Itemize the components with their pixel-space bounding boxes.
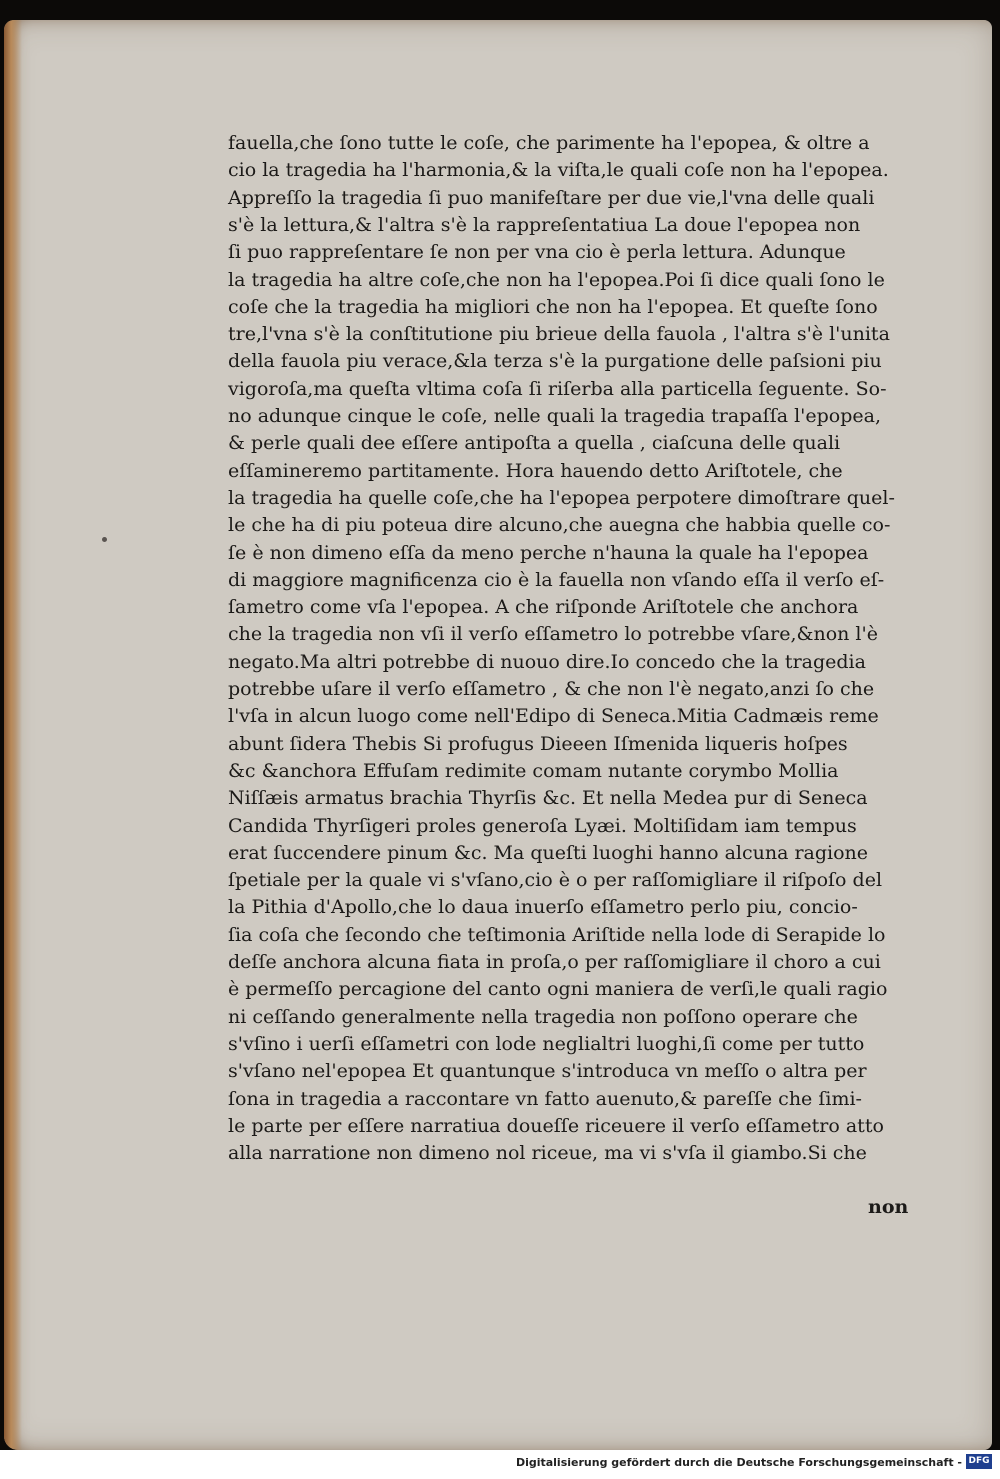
- text-line: le che ha di piu poteua dire alcuno,che auegna che habbia quelle co-: [228, 514, 891, 537]
- text-line: della fauola piu verace,&la terza s'è la purgatione delle paſsioni piu: [228, 350, 882, 373]
- text-line: potrebbe uſare il verſo eſſametro , & che non l'è negato,anzi ſo che: [228, 678, 875, 700]
- text-line: che la tragedia non vſi il verſo eſſametro lo potrebbe vſare,&non l'è: [228, 623, 878, 646]
- text-line: di maggiore magnificenza cio è la fauella non vſando eſſa il verſo eſ-: [228, 568, 885, 591]
- text-line: la Pithia d'Apollo,che lo daua inuerſo eſſametro perlo piu, concio-: [228, 896, 858, 919]
- text-line: ſi puo rappreſentare ſe non per vna cio è perla lettura. Adunque: [228, 241, 846, 264]
- text-line: ſametro come vſa l'epopea. A che riſponde Ariſtotele che anchora: [228, 596, 859, 619]
- text-line: Candida Thyrſigeri proles generoſa Lyæi. Moltiſidam iam tempus: [228, 814, 857, 837]
- text-line: erat ſuccendere pinum &c. Ma queſti luoghi hanno alcuna ragione: [228, 841, 869, 864]
- text-line: ſona in tragedia a raccontare vn fatto auenuto,& pareſſe che ſimi-: [228, 1087, 862, 1110]
- dfg-logo-icon: DFG: [966, 1454, 992, 1469]
- text-line: ni ceſſando generalmente nella tragedia non poſſono operare che: [228, 1005, 858, 1028]
- text-line: s'vſano nel'epopea Et quantunque s'introduca vn meſſo o altra per: [228, 1060, 867, 1083]
- text-line: negato.Ma altri potrebbe di nuouo dire.Io concedo che la tragedia: [228, 650, 866, 673]
- text-line: è permeſſo percagione del canto ogni maniera de verſi,le quali ragio: [228, 978, 888, 1001]
- text-line: & perle quali dee eſſere antipoſta a quella , ciaſcuna delle quali: [228, 432, 841, 455]
- text-line: &c &anchora Effuſam redimite comam nutante corymbo Mollia: [228, 759, 839, 782]
- text-line: deſſe anchora alcuna fiata in proſa,o per raſſomigliare il choro a cui: [228, 951, 881, 973]
- text-line: Niſſæis armatus brachia Thyrſis &c. Et nella Medea pur di Seneca: [228, 787, 868, 810]
- text-line: vigoroſa,ma queſta vltima coſa ſi riſerba alla particella ſeguente. So-: [228, 377, 887, 400]
- text-line: tre,l'vna s'è la conſtitutione piu brieue della fauola , l'altra s'è l'unita: [228, 323, 890, 346]
- ink-speck: [102, 537, 107, 542]
- text-line: ſia coſa che ſecondo che teſtimonia Ariſtide nella lode di Serapide lo: [228, 923, 886, 946]
- text-line: le parte per eſſere narratiua doueſſe riceuere il verſo eſſametro atto: [228, 1114, 884, 1137]
- text-line: s'è la lettura,& l'altra s'è la rappreſentatiua La doue l'epopea non: [228, 213, 861, 236]
- text-line: no adunque cinque le coſe, nelle quali la tragedia trapaſſa l'epopea,: [228, 405, 882, 427]
- text-line: la tragedia ha altre coſe,che non ha l'epopea.Poi ſi dice quali ſono le: [228, 268, 885, 291]
- text-line: abunt ſidera Thebis Si profugus Dieeen Iſmenida liqueris hoſpes: [228, 732, 848, 755]
- text-line: alla narratione non dimeno nol riceue, ma vi s'vſa il giambo.Si che: [228, 1142, 867, 1165]
- text-line: ſpetiale per la quale vi s'vſano,cio è o per raſſomigliare il riſpoſo del: [228, 869, 883, 892]
- text-line: s'vſino i uerſi eſſametri con lode neglialtri luoghi,ſi come per tutto: [228, 1032, 865, 1055]
- text-line: cio la tragedia ha l'harmonia,& la viſta,le quali coſe non ha l'epopea.: [228, 159, 889, 182]
- text-line: l'vſa in alcun luogo come nell'Edipo di Seneca.Mitia Cadmæis reme: [228, 705, 879, 728]
- text-line: la tragedia ha quelle coſe,che ha l'epopea perpotere dimoſtrare quel-: [228, 486, 895, 509]
- text-line: ſe è non dimeno eſſa da meno perche n'hauna la quale ha l'epopea: [228, 541, 869, 564]
- catchword: non: [868, 1196, 909, 1218]
- text-line: eſſamineremo partitamente. Hora hauendo detto Ariſtotele, che: [228, 459, 843, 482]
- text-line: Appreſſo la tragedia ſi puo manifeſtare per due vie,l'vna delle quali: [228, 186, 875, 209]
- text-line: coſe che la tragedia ha migliori che non ha l'epopea. Et queſte ſono: [228, 295, 878, 318]
- digitization-credit: Digitalisierung gefördert durch die Deutsche Forschungsgemeinschaft -: [515, 1456, 962, 1469]
- text-line: fauella,che ſono tutte le coſe, che parimente ha l'epopea, & oltre a: [228, 132, 870, 154]
